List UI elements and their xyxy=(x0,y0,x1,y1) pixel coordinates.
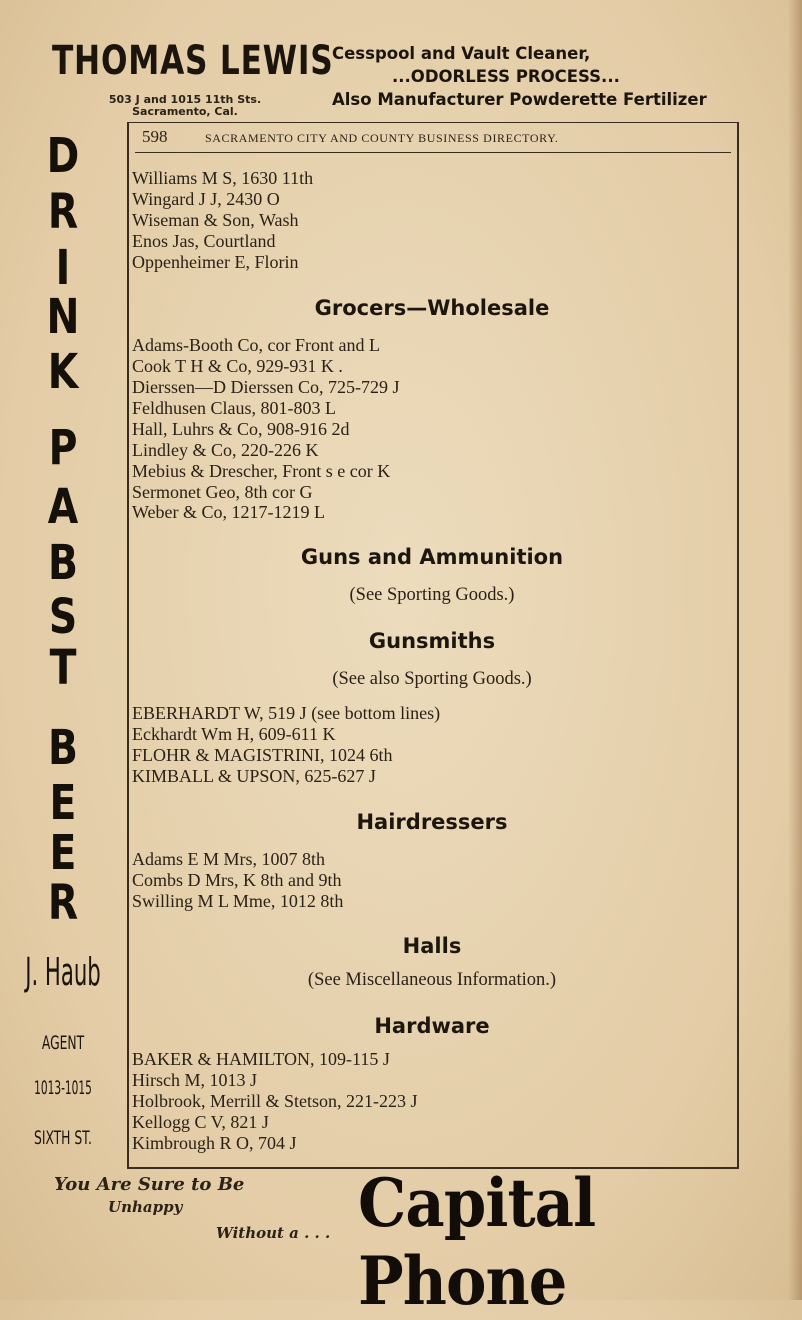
ad-letter: E xyxy=(49,775,77,831)
list-item: Adams-Booth Co, cor Front and L xyxy=(132,335,380,355)
list-item: FLOHR & MAGISTRINI, 1024 6th xyxy=(132,745,393,765)
list-item: Wingard J J, 2430 O xyxy=(132,189,280,209)
list-item: Oppenheimer E, Florin xyxy=(132,252,299,272)
cross-reference: (See also Sporting Goods.) xyxy=(332,669,532,689)
ad-letter: S xyxy=(48,589,78,645)
bottom-ad-brand: Capital Phone xyxy=(358,1164,596,1320)
list-item: KIMBALL & UPSON, 625-627 J xyxy=(132,766,376,786)
section-heading-gunsmiths: Gunsmiths xyxy=(368,629,496,653)
list-item: Sermonet Geo, 8th cor G xyxy=(132,482,313,502)
cross-reference: (See Miscellaneous Information.) xyxy=(307,970,557,990)
list-item: Enos Jas, Courtland xyxy=(132,231,276,251)
section-heading-grocers: Grocers—Wholesale xyxy=(314,296,550,320)
list-item: Kimbrough R O, 704 J xyxy=(132,1133,297,1153)
header-rule xyxy=(135,152,731,153)
list-item: Hirsch M, 1013 J xyxy=(132,1070,257,1090)
list-item: Hall, Luhrs & Co, 908-916 2d xyxy=(132,419,350,439)
list-item: Combs D Mrs, K 8th and 9th xyxy=(132,870,342,890)
ad-letter: I xyxy=(55,240,71,296)
section-heading-hairdressers: Hairdressers xyxy=(356,810,508,834)
ad-letter: E xyxy=(49,825,77,881)
ad-letter: B xyxy=(47,535,79,591)
bottom-ad-line-1: You Are Sure to Be xyxy=(54,1174,245,1195)
advertiser-address xyxy=(90,94,280,118)
list-item: Williams M S, 1630 11th xyxy=(132,168,314,188)
agent-name: J. Haub xyxy=(25,950,101,994)
list-item: Holbrook, Merrill & Stetson, 221-223 J xyxy=(132,1091,418,1111)
list-item: Lindley & Co, 220-226 K xyxy=(132,440,319,460)
ad-letter: T xyxy=(49,640,77,696)
list-item: Adams E M Mrs, 1007 8th xyxy=(132,849,325,869)
ad-letter: R xyxy=(47,184,79,240)
ad-letter: R xyxy=(47,875,79,931)
cross-reference: (See Sporting Goods.) xyxy=(349,585,515,605)
bottom-ad-line-2: Unhappy xyxy=(108,1198,183,1216)
page-edge xyxy=(788,0,802,1300)
list-item: Cook T H & Co, 929-931 K . xyxy=(132,356,343,376)
list-item: Feldhusen Claus, 801-803 L xyxy=(132,398,336,418)
list-item: Eckhardt Wm H, 609-611 K xyxy=(132,724,336,744)
bottom-ad-line-3: Without a . . . xyxy=(216,1224,331,1242)
ad-letter: B xyxy=(47,720,79,776)
advertiser-name: THOMAS LEWIS xyxy=(52,38,334,84)
section-heading-halls: Halls xyxy=(402,934,462,958)
list-item: Swilling M L Mme, 1012 8th xyxy=(132,891,344,911)
list-item: Kellogg C V, 821 J xyxy=(132,1112,269,1132)
ad-letter: N xyxy=(46,289,80,345)
agent-address-street: SIXTH ST. xyxy=(34,1127,92,1149)
list-item: Mebius & Drescher, Front s e cor K xyxy=(132,461,391,481)
agent-address-number: 1013-1015 xyxy=(34,1077,92,1099)
top-advertisement xyxy=(0,0,802,122)
advertiser-address-line-2: Sacramento, Cal. xyxy=(132,105,238,118)
agent-label: AGENT xyxy=(41,1032,85,1054)
advertiser-service-line-2: ...ODORLESS PROCESS... xyxy=(392,67,620,86)
page-number: 598 xyxy=(142,127,168,146)
ad-letter: K xyxy=(47,344,79,400)
advertiser-service-line-3: Also Manufacturer Powderette Fertilizer xyxy=(332,90,707,109)
advertiser-address-line-1: 503 J and 1015 11th Sts. xyxy=(108,93,262,106)
ad-letter: D xyxy=(46,128,80,184)
section-heading-hardware: Hardware xyxy=(374,1014,490,1038)
advertiser-services xyxy=(332,42,707,111)
list-item: Dierssen—D Dierssen Co, 725-729 J xyxy=(132,377,400,397)
running-head: SACRAMENTO CITY AND COUNTY BUSINESS DIRECTORY. xyxy=(205,131,559,145)
section-heading-guns: Guns and Ammunition xyxy=(300,545,564,569)
ad-letter: P xyxy=(48,420,78,476)
list-item: BAKER & HAMILTON, 109-115 J xyxy=(132,1049,390,1069)
list-item: Weber & Co, 1217-1219 L xyxy=(132,502,326,522)
list-item: EBERHARDT W, 519 J (see bottom lines) xyxy=(132,703,441,723)
ad-letter: A xyxy=(47,479,79,535)
advertiser-service-line-1: Cesspool and Vault Cleaner, xyxy=(332,44,591,63)
list-item: Wiseman & Son, Wash xyxy=(132,210,299,230)
